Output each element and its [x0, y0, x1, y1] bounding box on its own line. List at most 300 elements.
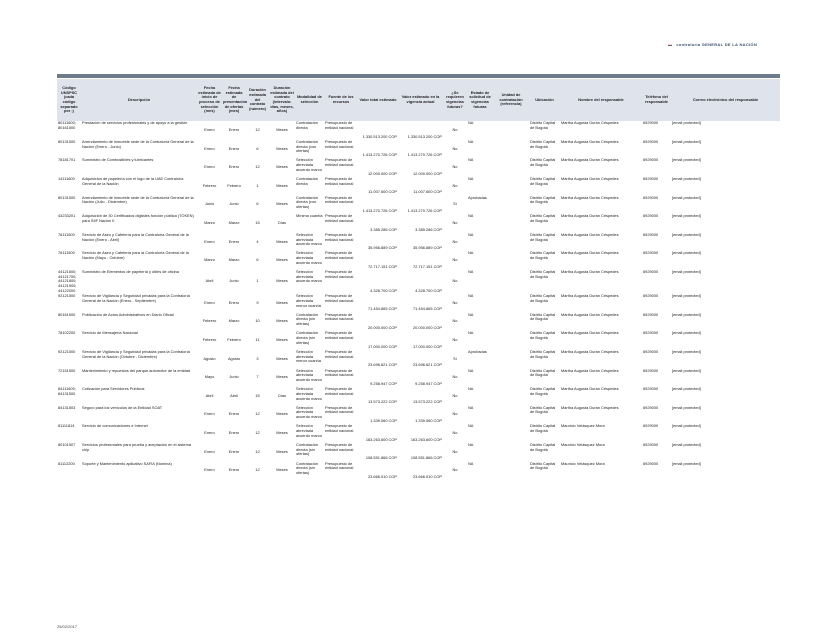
table-cell: Cotización para Servidores Públicos: [82, 386, 145, 392]
table-cell: 6929000: [643, 195, 659, 200]
table-cell: 6929000: [643, 213, 659, 219]
table-cell: NA: [468, 213, 474, 219]
table-cell: [493, 251, 529, 270]
column-header: Duración estimada del contrato (intervalo: días, meses, años): [269, 79, 295, 121]
table-cell: 6929000: [643, 368, 659, 373]
table-cell: NA: [468, 368, 474, 373]
table-cell: [493, 177, 529, 196]
table-cell: 11: [255, 336, 260, 342]
table-cell: [493, 461, 529, 480]
table-cell: No: [452, 299, 458, 305]
table-cell: 12: [255, 467, 260, 473]
column-header: Descripción: [81, 79, 197, 121]
table-cell: 6: [256, 145, 259, 151]
table-cell: 6929000: [643, 269, 659, 275]
table-cell: [email protected]: [672, 213, 701, 219]
table-cell: Presupuesto de entidad nacional: [325, 424, 354, 434]
table-cell: Meses: [276, 336, 288, 342]
table-cell: Mauricio Velásquez Mora: [561, 461, 605, 466]
table-cell: 6929000: [643, 176, 659, 182]
table-cell: Seguro para los vehículos de la Entidad SOAT: [82, 405, 163, 410]
table-cell: 3.385.286 COP: [415, 226, 442, 232]
table-cell: Marzo: [228, 219, 240, 225]
table-row: [57, 312, 780, 331]
table-cell: Arrendamiento de inmueble sede de la Contraloría General de la Nación (Enero - Junio): [82, 139, 194, 149]
table-cell: Febrero: [202, 336, 217, 342]
table-cell: 23.666.010 COP: [368, 473, 397, 479]
table-cell: 9.258.947 COP: [415, 380, 442, 386]
table-cell: Distrito Capital de Bogotá: [530, 232, 556, 242]
table-cell: NA: [468, 331, 474, 336]
table-cell: Meses: [276, 238, 288, 244]
table-cell: NA: [468, 442, 474, 447]
table-cell: Agosto: [227, 355, 241, 361]
table-cell: Meses: [276, 318, 288, 324]
table-cell: Meses: [276, 429, 288, 435]
table-cell: 4: [256, 238, 259, 244]
table-cell: [493, 405, 529, 424]
table-cell: NA: [468, 293, 474, 299]
table-cell: 20.000.000 COP: [368, 325, 397, 331]
table-cell: Selección abreviada acuerdo marco: [296, 386, 322, 401]
table-cell: Presupuesto de entidad nacional: [325, 139, 354, 149]
table-cell: 80161500: [58, 312, 76, 317]
table-cell: 81112200: [58, 461, 75, 466]
table-row: [57, 121, 780, 140]
table-cell: Junio: [229, 374, 239, 380]
table-cell: 13.573.222 COP: [413, 399, 442, 405]
table-cell: Martha Augusta Durán Céspedes: [561, 312, 619, 317]
table-cell: Presupuesto de entidad nacional: [325, 158, 354, 168]
table-row: [57, 214, 780, 233]
table-cell: NA: [468, 424, 474, 429]
table-cell: Febrero: [227, 182, 241, 188]
table-row: [57, 405, 780, 424]
logo-mark-icon: ▬: [668, 42, 673, 47]
table-cell: Martha Augusta Durán Céspedes: [561, 368, 619, 373]
table-cell: 72.717.151 COP: [413, 263, 442, 269]
table-cell: No: [452, 126, 458, 132]
table-cell: Contratación directa (sin ofertas): [296, 442, 319, 457]
column-header: Unidad de contratación (referencia): [493, 79, 529, 121]
table-cell: Enero: [228, 145, 240, 151]
table-cell: Contratación directa (con ofertas): [296, 195, 319, 210]
table-cell: Enero: [204, 467, 215, 473]
column-header: Fecha estimada de presentación de ofertas (mes): [222, 79, 246, 121]
column-header: Valor total estimado: [358, 79, 398, 121]
table-cell: Mauricio Velásquez Mora: [561, 442, 605, 447]
table-row: [57, 443, 780, 462]
table-cell: [email protected]: [672, 331, 701, 336]
table-cell: Enero: [204, 145, 215, 151]
table-cell: Meses: [276, 182, 288, 188]
table-row: [57, 387, 780, 406]
table-cell: Meses: [276, 164, 288, 170]
table-cell: 20.000.000 COP: [413, 325, 442, 331]
table-cell: 72.717.151 COP: [368, 263, 397, 269]
table-cell: No: [452, 448, 458, 454]
table-cell: 12: [255, 429, 260, 435]
table-cell: Martha Augusta Durán Céspedes: [561, 139, 619, 144]
table-cell: 80131500: [58, 139, 76, 144]
table-cell: Contratación directa (sin ofertas): [296, 331, 319, 345]
table-cell: Presupuesto de entidad nacional: [325, 368, 354, 378]
table-cell: Junio: [229, 201, 239, 207]
table-cell: 80111600; 80161500: [58, 121, 76, 130]
table-cell: Distrito Capital de Bogotá: [530, 293, 556, 303]
table-cell: [email protected]: [672, 312, 701, 317]
table-cell: Mínima cuantía: [296, 213, 323, 219]
table-cell: 1.413.270.726 COP: [362, 152, 397, 158]
table-cell: Distrito Capital de Bogotá: [530, 158, 556, 168]
table-cell: [email protected]: [672, 405, 701, 410]
table-cell: Distrito Capital de Bogotá: [530, 386, 556, 396]
table-cell: NA: [468, 461, 474, 466]
table-cell: Martha Augusta Durán Céspedes: [561, 349, 619, 354]
table-cell: 1.330.513.200 COP: [407, 133, 442, 139]
table-cell: [493, 270, 529, 294]
table-cell: Suministro de Combustibles y lubricantes: [82, 158, 154, 163]
table-cell: 4.328.700 COP: [415, 287, 442, 293]
table-cell: Adquisición de 30 Certificados digitales función pública (TOKEN) para SIIF Nación II: [82, 213, 194, 223]
table-cell: 78102200: [58, 331, 76, 336]
table-cell: Arrendamiento de inmueble sede de la Contraloría General de la Nación (Julio - Diciembre): [82, 195, 194, 205]
table-cell: Abril: [205, 392, 214, 398]
column-header: Código UNSPSC (cada código separado por ;): [57, 79, 81, 121]
table-cell: 1.330.513.200 COP: [362, 133, 397, 139]
table-cell: 15: [255, 392, 260, 398]
table-cell: 1.413.270.726 COP: [362, 207, 397, 213]
table-cell: Soporte y Mantenimiento aplicativo SAFIA (Nómina): [82, 461, 172, 466]
table-cell: 12.000.000 COP: [413, 170, 442, 176]
table-cell: 23.696.621 COP: [413, 362, 442, 368]
table-cell: Selección abreviada acuerdo marco: [296, 251, 322, 265]
table-cell: [email protected]: [672, 251, 701, 256]
table-cell: 71.454.865 COP: [368, 306, 397, 312]
table-cell: Mayo: [204, 374, 215, 380]
table-cell: 12.000.000 COP: [368, 170, 397, 176]
table-cell: 71.454.865 COP: [413, 306, 442, 312]
table-cell: 163.263.600 COP: [365, 436, 397, 442]
table-cell: Presupuesto de entidad nacional: [325, 331, 354, 341]
table-cell: Selección abreviada menor cuantía: [296, 293, 321, 308]
table-cell: 23.666.010 COP: [413, 473, 442, 479]
table-cell: Selección abreviada acuerdo marco: [296, 269, 322, 284]
table-cell: Martha Augusta Durán Céspedes: [561, 269, 619, 275]
table-cell: Presupuesto de entidad nacional: [325, 121, 354, 130]
table-cell: No: [452, 392, 458, 398]
table-cell: Selección abreviada menor cuantía: [296, 349, 321, 364]
table-cell: Prestación de servicios profesionales y de apoyo a la gestión: [82, 121, 188, 126]
table-cell: [email protected]: [672, 269, 701, 275]
table-cell: Distrito Capital de Bogotá: [530, 442, 556, 452]
table-cell: Enero: [204, 448, 215, 454]
table-cell: 35.956.889 COP: [413, 245, 442, 251]
table-cell: Presupuesto de entidad nacional: [325, 386, 354, 396]
table-cell: Enero: [204, 164, 215, 170]
table-cell: Contratación directa: [296, 176, 319, 186]
table-cell: [493, 158, 529, 177]
table-cell: [email protected]: [672, 232, 701, 237]
table-cell: Abril: [205, 278, 214, 284]
table-cell: NA: [468, 405, 474, 410]
table-cell: 1: [256, 278, 259, 284]
table-cell: 6929000: [643, 461, 659, 466]
table-cell: 1.339.060 COP: [415, 418, 442, 424]
table-cell: Enero: [204, 429, 215, 435]
table-cell: Sí: [453, 355, 457, 361]
table-cell: Martha Augusta Durán Céspedes: [561, 331, 619, 336]
table-cell: Junio: [204, 201, 215, 207]
table-cell: Distrito Capital de Bogotá: [530, 461, 556, 471]
table-cell: Distrito Capital de Bogotá: [530, 349, 556, 359]
table-cell: No: [452, 336, 458, 342]
table-cell: Martha Augusta Durán Céspedes: [561, 251, 619, 256]
table-cell: Marzo: [228, 318, 240, 324]
table-cell: Presupuesto de entidad nacional: [325, 405, 354, 415]
table-row: [57, 424, 780, 443]
table-cell: 7: [256, 374, 259, 380]
table-cell: Servicios profesionales para prueba y aceptación en el sistema chip: [82, 442, 191, 452]
table-cell: 6: [256, 201, 259, 207]
table-cell: [email protected]: [672, 442, 701, 447]
table-cell: 13.573.222 COP: [368, 399, 397, 405]
table-cell: Meses: [276, 201, 288, 207]
table-row: [57, 461, 780, 480]
table-row: [57, 331, 780, 350]
table-cell: 108.551.866 COP: [410, 455, 442, 461]
table-cell: Aprobadas: [468, 195, 487, 200]
table-cell: 15: [255, 219, 260, 225]
table-cell: 3.385.286 COP: [370, 226, 397, 232]
table-cell: NA: [468, 232, 474, 237]
table-cell: [493, 368, 529, 387]
table-cell: NA: [468, 251, 474, 256]
table-cell: 92121500: [58, 293, 76, 299]
column-header: Ubicación: [529, 79, 560, 121]
table-cell: Contratación directa: [296, 121, 319, 130]
table-cell: [493, 140, 529, 159]
table-cell: Presupuesto de entidad nacional: [325, 442, 354, 452]
table-cell: 12: [255, 448, 260, 454]
table-cell: Servicio de Aseo y Cafetería para la Contraloría General de la Nación (Enero - Abril): [82, 232, 189, 242]
table-cell: Meses: [276, 374, 288, 380]
table-row: [57, 251, 780, 270]
table-cell: Mauricio Velásquez Mora: [561, 424, 605, 429]
table-cell: 6929000: [643, 424, 659, 429]
table-cell: 80101507: [58, 442, 76, 447]
table-cell: Martha Augusta Durán Céspedes: [561, 121, 619, 126]
table-cell: Martha Augusta Durán Céspedes: [561, 158, 619, 163]
table-cell: No: [452, 164, 458, 170]
table-cell: No: [452, 219, 458, 225]
table-cell: [email protected]: [672, 461, 701, 466]
table-cell: 6929000: [643, 139, 659, 144]
table-row: [57, 177, 780, 196]
table-cell: 35.956.889 COP: [368, 245, 397, 251]
table-cell: Contratación directa (con ofertas): [296, 139, 319, 154]
table-cell: 44121600; 44121700; 44121800; 44121900; 44122000: [58, 269, 77, 293]
table-cell: Distrito Capital de Bogotá: [530, 312, 556, 322]
table-cell: 23.696.621 COP: [368, 362, 397, 368]
table-cell: Presupuesto de entidad nacional: [325, 232, 354, 242]
table-cell: Meses: [276, 145, 288, 151]
table-cell: 11.007.600 COP: [413, 189, 442, 195]
table-cell: 6929000: [643, 405, 659, 410]
table-cell: 76111500: [58, 232, 75, 237]
table-cell: [493, 294, 529, 313]
table-cell: Martha Augusta Durán Céspedes: [561, 293, 619, 299]
table-cell: Distrito Capital de Bogotá: [530, 331, 556, 341]
table-cell: Publicación de Actos Administrativos en Diario Oficial: [82, 312, 174, 317]
table-cell: [email protected]: [672, 386, 701, 392]
table-cell: No: [452, 145, 458, 151]
table-cell: Enero: [228, 299, 240, 305]
table-cell: 6929000: [643, 232, 659, 237]
table-cell: Distrito Capital de Bogotá: [530, 213, 556, 223]
table-cell: [493, 121, 529, 140]
table-cell: [email protected]: [672, 139, 701, 144]
table-cell: Servicio de Vigilancia y Seguridad privadas para la Contraloría General de la Nación (Enero - Septiembre): [82, 293, 190, 303]
table-cell: Martha Augusta Durán Céspedes: [561, 195, 619, 200]
column-header: Nombre del responsable: [560, 79, 642, 121]
table-cell: [email protected]: [672, 424, 701, 429]
table-top-bar: [57, 74, 780, 78]
table-row: [57, 368, 780, 387]
table-cell: NA: [468, 139, 474, 144]
table-cell: Abril: [230, 392, 238, 398]
table-cell: [493, 443, 529, 462]
table-cell: Enero: [204, 238, 215, 244]
table-cell: Aprobadas: [468, 349, 487, 354]
table-cell: No: [452, 182, 458, 188]
table-cell: 1.413.270.726 COP: [407, 207, 442, 213]
column-header: ¿Se requieren vigencias futuras?: [443, 79, 467, 121]
table-cell: 12: [255, 164, 260, 170]
table-cell: [493, 331, 529, 350]
table-body: [57, 121, 780, 480]
table-cell: 72151500: [58, 368, 76, 373]
table-cell: [493, 214, 529, 233]
table-cell: 17.000.000 COP: [368, 343, 397, 349]
table-cell: NA: [468, 176, 474, 182]
table-cell: Selección abreviada acuerdo marco: [296, 158, 322, 172]
table-cell: NA: [468, 121, 474, 126]
table-cell: 1: [256, 182, 259, 188]
table-cell: Marzo: [204, 257, 215, 263]
table-cell: Enero: [228, 238, 240, 244]
table-cell: 10: [255, 318, 260, 324]
table-header-row: [57, 79, 780, 121]
table-cell: [493, 195, 529, 214]
table-cell: Mantenimiento y repuestos del parque automotor de la entidad: [82, 368, 191, 373]
table-row: [57, 270, 780, 294]
table-row: [57, 140, 780, 159]
table-cell: Días: [278, 219, 286, 225]
table-cell: Adquisición de papelería con el logo de la UAE Contraloría General de la Nación: [82, 176, 184, 186]
column-header: Modalidad de selección: [295, 79, 324, 121]
table-cell: 6929000: [643, 251, 659, 256]
table-cell: Presupuesto de entidad nacional: [325, 195, 354, 205]
table-cell: Selección abreviada acuerdo marco: [296, 424, 322, 438]
table-cell: 1.413.270.726 COP: [407, 152, 442, 158]
table-cell: 81111814: [58, 424, 75, 429]
table-cell: 4.328.700 COP: [370, 287, 397, 293]
table-cell: 84111600; 84131500: [58, 386, 76, 396]
table-cell: [493, 312, 529, 331]
procurement-plan-table: [57, 79, 780, 480]
table-cell: Presupuesto de entidad nacional: [325, 293, 354, 303]
column-header: Estado de solicitud de vigencias futuras: [467, 79, 493, 121]
table-cell: Martha Augusta Durán Céspedes: [561, 176, 619, 182]
table-cell: 12: [255, 411, 260, 417]
table-cell: Enero: [228, 448, 240, 454]
table-cell: 1.339.060 COP: [370, 418, 397, 424]
table-cell: NA: [468, 312, 474, 317]
table-cell: [493, 387, 529, 406]
table-cell: No: [452, 238, 458, 244]
table-cell: Meses: [276, 299, 288, 305]
table-cell: Meses: [276, 126, 288, 132]
table-cell: Contratación directa (sin ofertas): [296, 461, 319, 475]
column-header: Fecha estimada de inicio de proceso de selección (mes): [197, 79, 222, 121]
table-cell: Distrito Capital de Bogotá: [530, 368, 556, 378]
table-cell: No: [452, 257, 458, 263]
table-cell: Días: [278, 392, 286, 398]
table-cell: [email protected]: [672, 293, 701, 299]
table-cell: Junio: [229, 278, 239, 284]
table-cell: 6929000: [643, 386, 659, 392]
table-cell: Marzo: [228, 257, 240, 263]
table-cell: 11.007.600 COP: [368, 189, 397, 195]
column-header: Teléfono del responsable: [642, 79, 671, 121]
table-cell: Selección abreviada acuerdo marco: [296, 232, 322, 247]
table-cell: 6929000: [643, 349, 659, 354]
table-cell: Servicio de comunicaciones e Internet: [82, 424, 148, 429]
table-cell: Presupuesto de entidad nacional: [325, 176, 354, 186]
table-cell: Distrito Capital de Bogotá: [530, 269, 556, 279]
table-cell: 9: [256, 299, 259, 305]
table-cell: Presupuesto de entidad nacional: [325, 213, 354, 223]
column-header: Valor estimado en la vigencia actual: [398, 79, 443, 121]
table-cell: Distrito Capital de Bogotá: [530, 139, 556, 149]
table-cell: 6929000: [643, 293, 659, 299]
table-cell: Distrito Capital de Bogotá: [530, 176, 556, 186]
table-cell: 14111600: [58, 176, 75, 182]
table-cell: [493, 350, 529, 369]
table-cell: Suministro de Elementos de papelería y útiles de oficina: [82, 269, 179, 275]
table-cell: 78181701: [58, 158, 76, 163]
table-cell: Distrito Capital de Bogotá: [530, 424, 556, 434]
table-cell: 108.551.866 COP: [365, 455, 397, 461]
table-cell: No: [452, 278, 458, 284]
table-cell: NA: [468, 269, 474, 275]
table-cell: Febrero: [202, 318, 217, 324]
table-cell: Enero: [228, 164, 240, 170]
table-cell: NA: [468, 158, 474, 163]
column-header: Duración estimada del contrato (número): [246, 79, 269, 121]
table-cell: Enero: [228, 126, 240, 132]
table-cell: Meses: [276, 278, 288, 284]
table-cell: [email protected]: [672, 195, 701, 200]
table-cell: Martha Augusta Durán Céspedes: [561, 386, 619, 392]
table-cell: 6929000: [643, 331, 659, 336]
table-cell: Servicio de Aseo y Cafetería para la Contraloría General de la Nación (Mayo - Octubre): [82, 251, 189, 261]
table-cell: 12: [255, 126, 260, 132]
table-cell: 3: [256, 355, 259, 361]
table-cell: [email protected]: [672, 176, 701, 182]
table-cell: Febrero: [202, 182, 217, 188]
